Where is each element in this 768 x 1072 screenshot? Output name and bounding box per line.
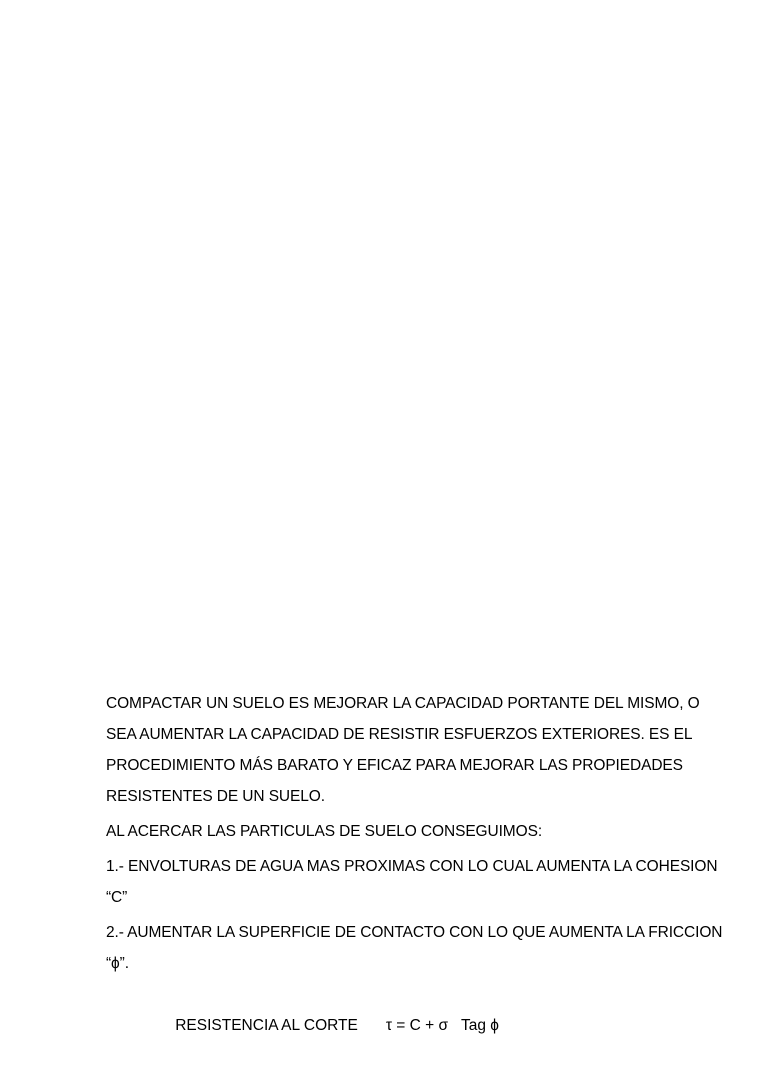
body-text: [106, 688, 726, 983]
shear-strength-formula: [158, 979, 499, 1072]
list-item-cohesion: 1.- ENVOLTURAS DE AGUA MAS PROXIMAS CON LO CUAL AUMENTA LA COHESION “C”: [106, 858, 718, 906]
list-item-friction: 2.- AUMENTAR LA SUPERFICIE DE CONTACTO CON LO QUE AUMENTA LA FRICCION “ϕ”.: [106, 924, 723, 972]
intro-paragraph: COMPACTAR UN SUELO ES MEJORAR LA CAPACIDAD PORTANTE DEL MISMO, O SEA AUMENTAR LA CAPACIDAD DE RESISTIR ESFUERZOS EXTERIORES. ES EL PROCEDIMIENTO MÁS BARATO Y EFICAZ PARA MEJORAR LAS PROPIEDADES RESISTENTES DE UN SUELO.: [106, 695, 700, 805]
formula-label: RESISTENCIA AL CORTE: [175, 1017, 358, 1034]
lead-paragraph: AL ACERCAR LAS PARTICULAS DE SUELO CONSEGUIMOS:: [106, 823, 543, 840]
formula-expression: τ = C + σ Tag ϕ: [385, 1017, 499, 1034]
